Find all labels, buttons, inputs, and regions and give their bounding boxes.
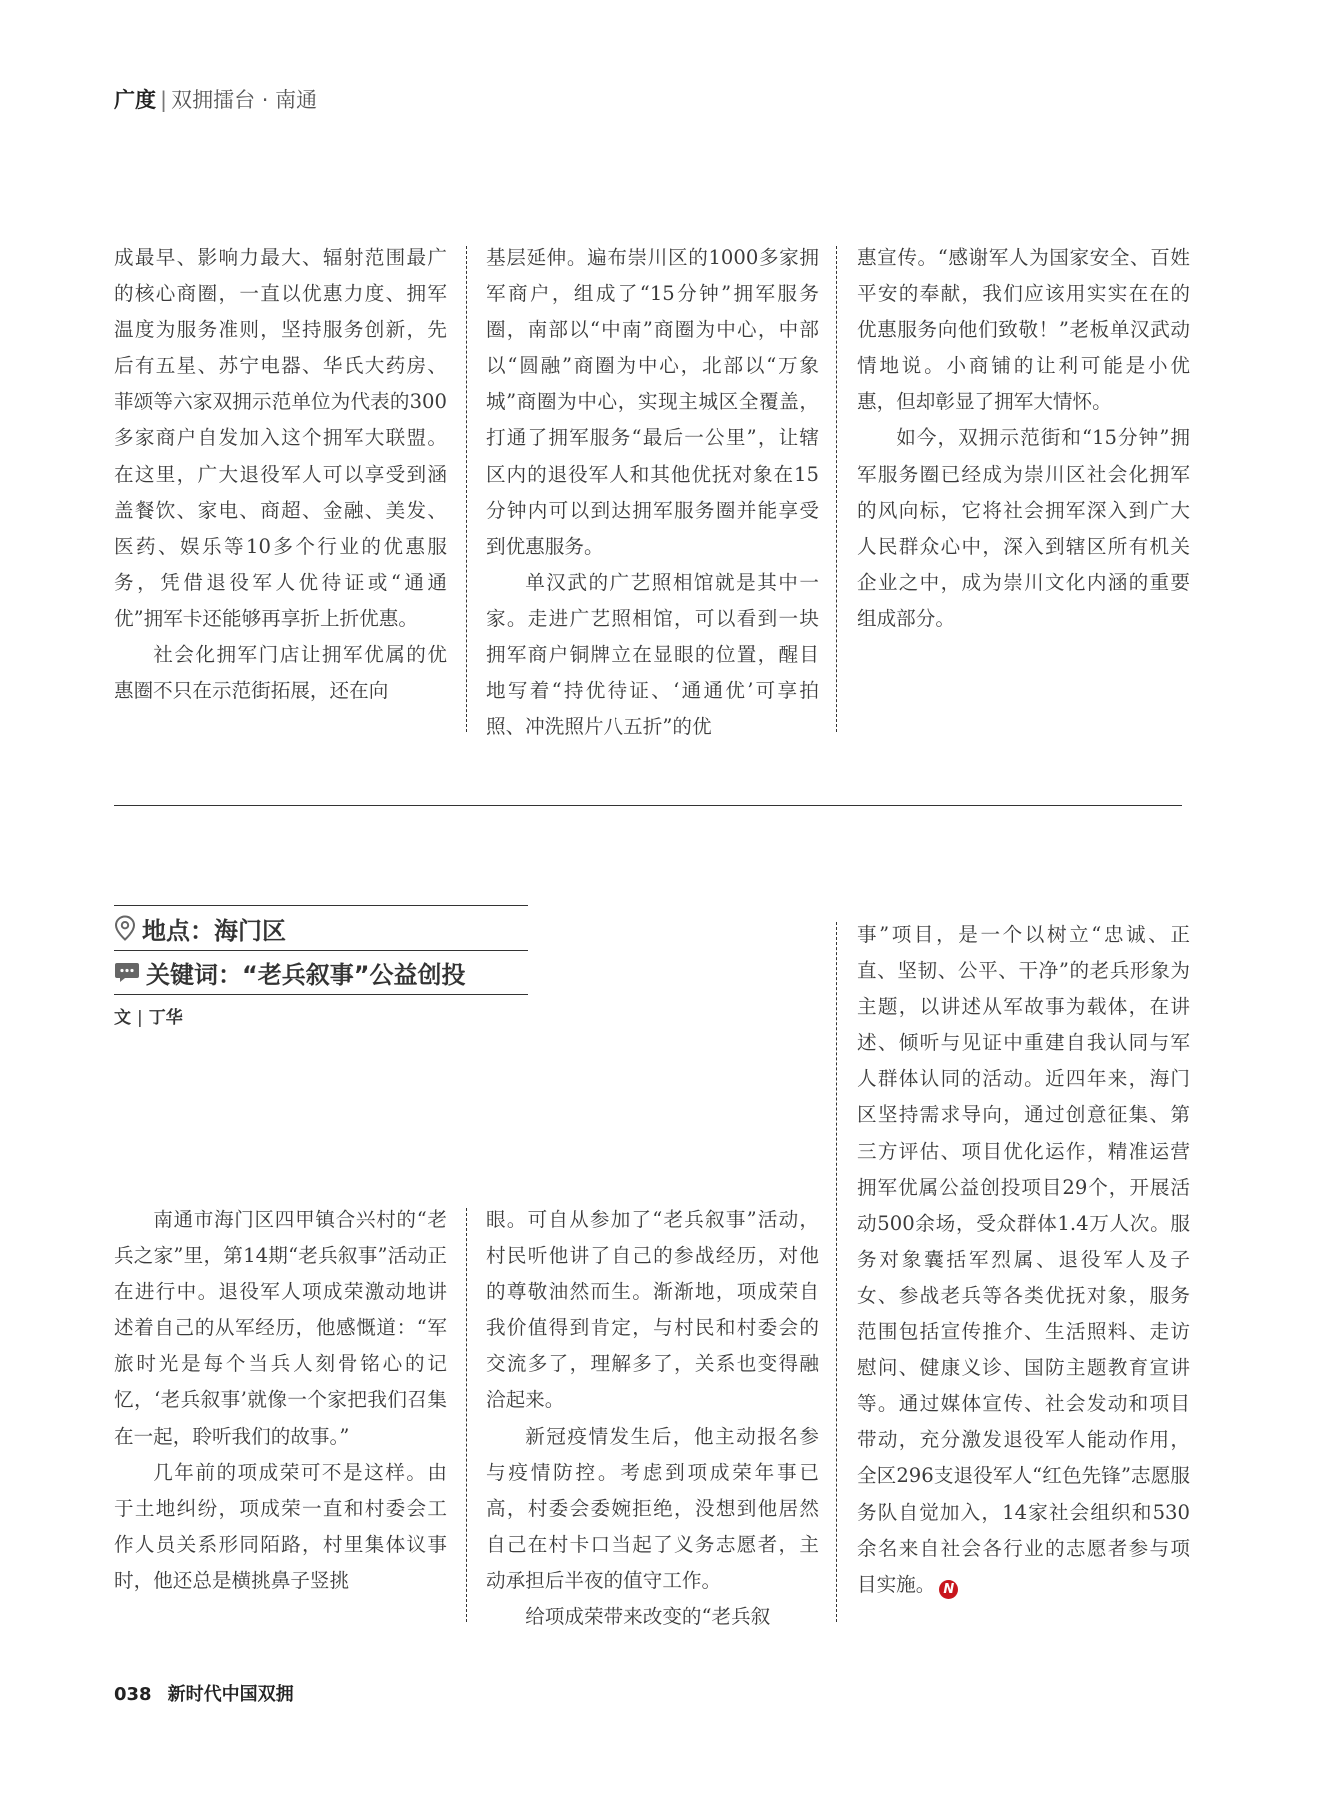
page-header [114,84,317,114]
keyword-label: 关键词： [146,960,242,989]
article2-paragraph: 南通市海门区四甲镇合兴村的“老兵之家”里，第14期“老兵叙事”活动正在进行中。退役军人项成荣激动地讲述着自己的从军经历，他感慨道：“军旅时光是每个当兵人刻骨铭心的记忆，‘老兵叙事’就像一个家把我们召集在一起，聆听我们的故事。” [114,1208,447,1448]
location-value: 海门区 [214,916,286,945]
location-label: 地点： [142,916,214,945]
byline [114,1003,183,1028]
article1-paragraph: 社会化拥军门店让拥军优属的优惠圈不只在示范街拓展，还在向 [114,643,447,703]
article2-column-2 [486,1202,819,1635]
keyword-value: “老兵叙事”公益创投 [242,960,466,989]
header-separator: | [160,88,168,112]
column-divider [836,922,837,1622]
article1-paragraph: 基层延伸。遍布崇川区的1000多家拥军商户，组成了“15分钟”拥军服务圈，南部以“中南”商圈为中心，中部以“圆融”商圈为中心，北部以“万象城”商圈为中心，实现主城区全覆盖，打通了拥军服务“最后一公里”，让辖区内的退役军人和其他优抚对象在15分钟内可以到达拥军服务圈并能享受到优惠服务。 [486,246,819,558]
article1-paragraph: 惠宣传。“感谢军人为国家安全、百姓平安的奉献，我们应该用实实在在的优惠服务向他们致敬！”老板单汉武动情地说。小商铺的让利可能是小优惠，但却彰显了拥军大情怀。 [857,246,1190,414]
speech-bubble-icon [114,960,140,984]
article2-paragraph-text: 事”项目，是一个以树立“忠诚、正直、坚韧、公平、干净”的老兵形象为主题，以讲述从军故事为载体，在讲述、倾听与见证中重建自我认同与军人群体认同的活动。近四年来，海门区坚持需求导向，通过创意征集、第三方评估、项目优化运作，精准运营拥军优属公益创投项目29个，开展活动500余场，受众群体1.4万人次。服务对象囊括军烈属、退役军人及子女、参战老兵等各类优抚对象，服务范围包括宣传推介、生活照料、走访慰问、健康义诊、国防主题教育宣讲等。通过媒体宣传、社会发动和项目带动，充分激发退役军人能动作用，全区296支退役军人“红色先锋”志愿服务队自觉加入，14家社会组织和530余名来自社会各行业的志愿者参与项目实施。 [857,923,1190,1596]
article1-column-2 [486,240,819,745]
article1-paragraph: 成最早、影响力最大、辐射范围最广的核心商圈，一直以优惠力度、拥军温度为服务准则，坚持服务创新，先后有五星、苏宁电器、华氏大药房、菲颂等六家双拥示范单位为代表的300多家商户自发加入这个拥军大联盟。在这里，广大退役军人可以享受到涵盖餐饮、家电、商超、金融、美发、医药、娱乐等10多个行业的优惠服务，凭借退役军人优待证或“通通优”拥军卡还能够再享折上折优惠。 [114,246,447,630]
byline-prefix: 文 [114,1008,131,1028]
byline-separator: | [137,1008,143,1028]
article1-column-3 [857,240,1190,637]
article2-paragraph: 给项成荣带来改变的“老兵叙 [525,1605,771,1629]
publication-name: 新时代中国双拥 [167,1684,294,1705]
article2-paragraph: 新冠疫情发生后，他主动报名参与疫情防控。考虑到项成荣年事已高，村委会委婉拒绝，没想到他居然自己在村卡口当起了义务志愿者，主动承担后半夜的值守工作。 [486,1424,819,1592]
article2-paragraph [857,917,1190,1603]
location-tag [114,905,528,951]
column-title: 双拥擂台 · 南通 [171,88,318,112]
column-divider [466,246,467,732]
section-name: 广度 [114,88,156,112]
article2-paragraph: 几年前的项成荣可不是这样。由于土地纠纷，项成荣一直和村委会工作人员关系形同陌路，村里集体议事时，他还总是横挑鼻子竖挑 [114,1460,447,1592]
end-mark-icon: N [939,1580,958,1599]
location-pin-icon [114,915,136,941]
column-divider [836,246,837,732]
section-divider [114,805,1182,806]
page-footer [114,1680,294,1706]
article1-paragraph: 如今，双拥示范街和“15分钟”拥军服务圈已经成为崇川区社会化拥军的风向标，它将社会拥军深入到广大人民群众心中，深入到辖区所有机关企业之中，成为崇川文化内涵的重要组成部分。 [857,426,1190,630]
article2-column-3 [857,917,1190,1603]
page-number: 038 [114,1684,152,1705]
article1-paragraph: 单汉武的广艺照相馆就是其中一家。走进广艺照相馆，可以看到一块拥军商户铜牌立在显眼的位置，醒目地写着“持优待证、‘通通优’可享拍照、冲洗照片八五折”的优 [486,570,819,739]
keyword-tag [114,950,528,995]
article2-column-1 [114,1202,447,1599]
article2-paragraph: 眼。可自从参加了“老兵叙事”活动，村民听他讲了自己的参战经历，对他的尊敬油然而生。渐渐地，项成荣自我价值得到肯定，与村民和村委会的交流多了，理解多了，关系也变得融洽起来。 [486,1208,819,1412]
author-name: 丁华 [148,1008,183,1028]
column-divider [466,1208,467,1622]
article1-column-1 [114,240,447,709]
